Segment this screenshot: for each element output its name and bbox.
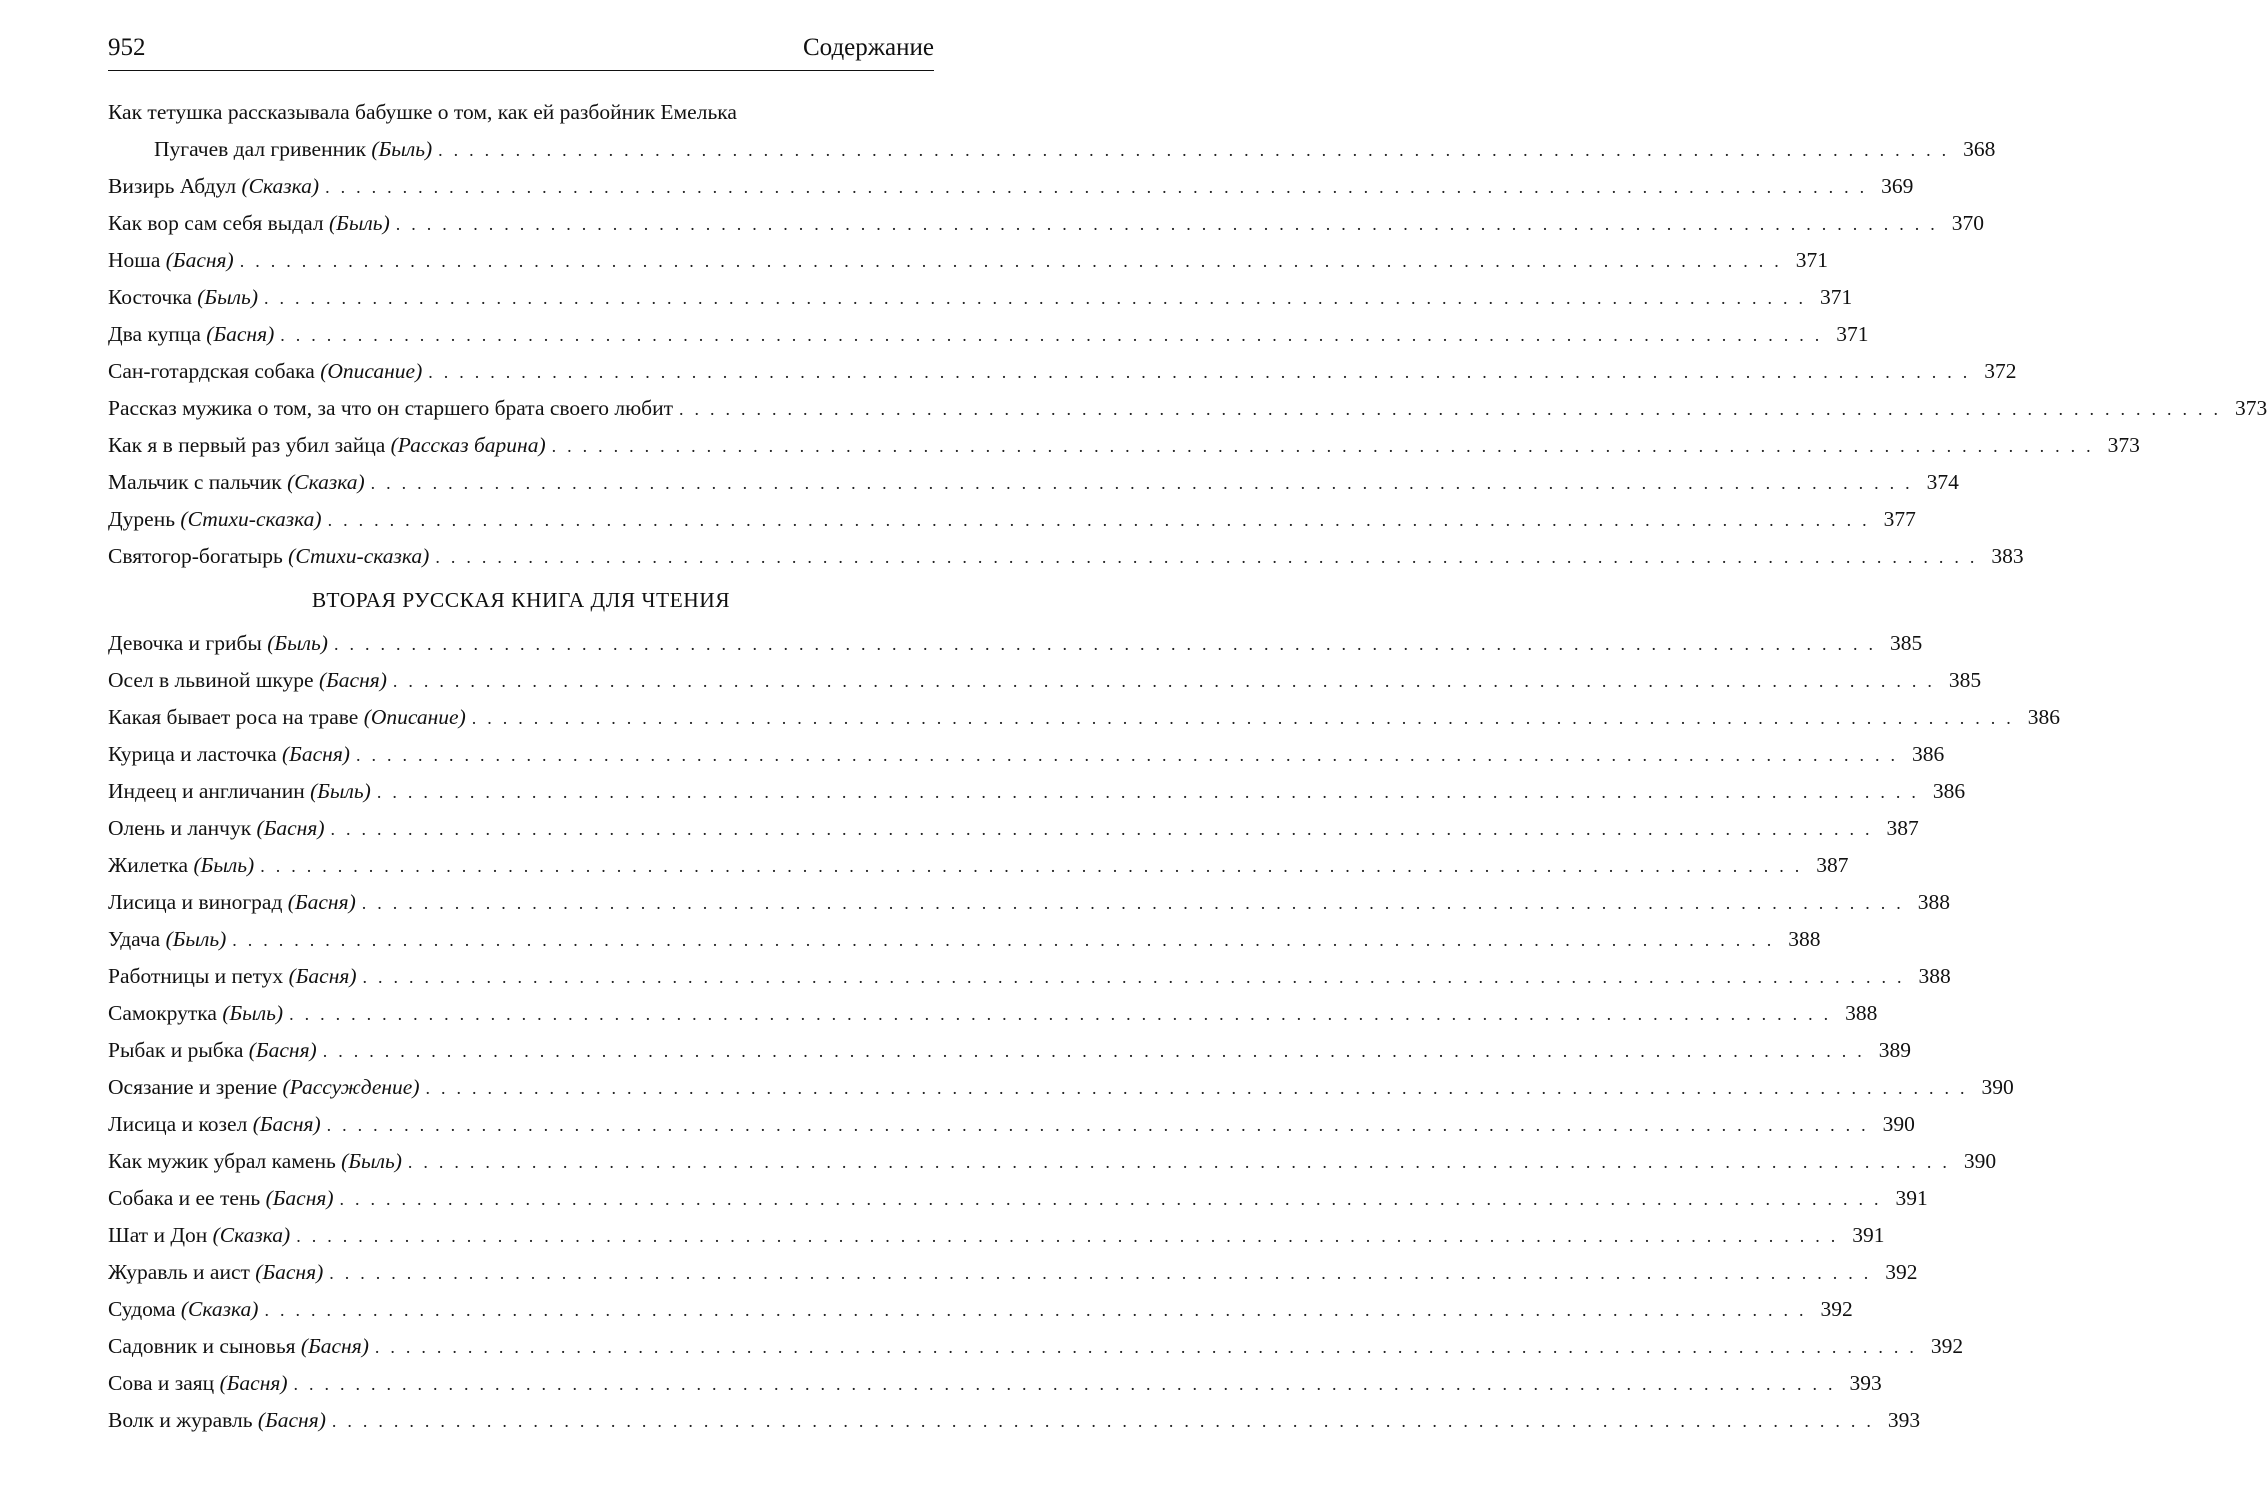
toc-entry-title: Какая бывает роса на траве	[108, 705, 359, 729]
toc-entry-page: 388	[1917, 890, 1950, 914]
toc-entry-genre: (Басня)	[288, 964, 357, 988]
dot-leader: ....................................................................................................	[232, 930, 1783, 950]
toc-entry	[108, 1402, 1921, 1439]
toc-entry	[108, 625, 1923, 662]
toc-entry-genre: (Басня)	[206, 322, 275, 346]
toc-entry-page: 386	[1932, 779, 1966, 803]
toc-entry-title: Как вор сам себя выдал	[108, 211, 324, 235]
toc-entry-title: Сан-готардская собака	[108, 359, 315, 383]
toc-entry-title: Собака и ее тень	[108, 1186, 261, 1210]
toc-entry-page: 389	[1878, 1038, 1911, 1062]
toc-entry	[108, 1291, 1853, 1328]
toc-entry-page: 388	[1918, 964, 1951, 988]
toc-entry	[108, 279, 1853, 316]
toc-entry-title: Два купца	[108, 322, 201, 346]
toc-entry-genre: (Быль)	[222, 1001, 284, 1025]
dot-leader: ....................................................................................................	[355, 745, 1906, 765]
toc-entry-page: 371	[1820, 285, 1853, 309]
dot-leader: ....................................................................................................	[425, 1078, 1976, 1098]
toc-entry-title: Самокрутка	[108, 1001, 217, 1025]
toc-entry-page: 393	[1849, 1371, 1882, 1395]
table-of-contents	[108, 94, 2267, 1439]
dot-leader: ....................................................................................................	[428, 362, 1979, 382]
toc-entry-title: Удача	[108, 927, 161, 951]
toc-entry-page: 390	[1963, 1149, 1997, 1173]
dot-leader: ....................................................................................................	[326, 1115, 1877, 1135]
toc-entry-genre: (Басня)	[287, 890, 356, 914]
toc-entry-page: 386	[2027, 705, 2061, 729]
dot-leader: ....................................................................................................	[327, 510, 1878, 530]
toc-entry	[108, 1365, 1882, 1402]
page-number: 952	[108, 34, 146, 61]
toc-entry-page: 385	[1889, 631, 1923, 655]
toc-entry-title: Журавль и аист	[108, 1260, 250, 1284]
toc-entry	[108, 773, 1966, 810]
toc-entry-title: Девочка и грибы	[108, 631, 262, 655]
dot-leader: ....................................................................................................	[407, 1152, 1958, 1172]
toc-entry-page: 388	[1845, 1001, 1878, 1025]
toc-entry-title: Как я в первый раз убил зайца	[108, 433, 386, 457]
toc-entry-page: 370	[1951, 211, 1984, 235]
toc-entry-page: 391	[1852, 1223, 1885, 1247]
toc-entry-title: Как мужик убрал камень	[108, 1149, 336, 1173]
toc-entry-genre: (Быль)	[165, 927, 227, 951]
toc-entry-title: Жилетка	[108, 853, 189, 877]
toc-entry-title: Осязание и зрение	[108, 1075, 278, 1099]
toc-entry-page: 387	[1816, 853, 1849, 877]
toc-entry-page: 377	[1883, 507, 1916, 531]
dot-leader: ....................................................................................................	[376, 782, 1927, 802]
toc-entry	[108, 1254, 1918, 1291]
toc-entry-title: Олень и ланчук	[108, 816, 252, 840]
toc-entry-genre: (Басня)	[282, 742, 350, 766]
dot-leader: ....................................................................................................	[264, 288, 1814, 308]
dot-leader: ....................................................................................................	[679, 399, 2230, 419]
toc-entry-page: 371	[1795, 248, 1828, 272]
toc-entry	[108, 390, 2267, 427]
toc-entry-page: 392	[1820, 1297, 1853, 1321]
toc-entry-title: Святогор-богатырь	[108, 544, 283, 568]
toc-entry-genre: (Быль)	[371, 137, 433, 161]
toc-entry-title: Курица и ласточка	[108, 742, 277, 766]
toc-entry-page: 385	[1948, 668, 1982, 692]
toc-entry-genre: (Басня)	[248, 1038, 317, 1062]
toc-entry	[108, 501, 1916, 538]
toc-entry-page: 390	[1882, 1112, 1915, 1136]
toc-entry-title: Индеец и англичанин	[108, 779, 305, 803]
toc-entry	[108, 538, 2024, 575]
toc-entry-page: 374	[1926, 470, 1959, 494]
toc-entry	[108, 921, 1821, 958]
toc-entry-genre: (Сказка)	[212, 1223, 291, 1247]
toc-entry-title-line1: Как тетушка рассказывала бабушке о том, как ей разбойник Емелька	[108, 100, 737, 124]
toc-entry-page: 371	[1836, 322, 1869, 346]
toc-entry-title: Шат и Дон	[108, 1223, 208, 1247]
toc-entry	[108, 699, 2061, 736]
toc-entry-page: 386	[1911, 742, 1945, 766]
toc-entry-title: Ноша	[108, 248, 161, 272]
toc-entry	[108, 1143, 1997, 1180]
toc-entry-genre: (Басня)	[257, 1408, 326, 1432]
toc-entry	[108, 1217, 1885, 1254]
dot-leader: ....................................................................................................	[331, 1411, 1882, 1431]
dot-leader: ....................................................................................................	[280, 325, 1831, 345]
toc-entry-genre: (Быль)	[193, 853, 255, 877]
toc-entry	[108, 995, 1878, 1032]
toc-entry-page: 372	[1984, 359, 2017, 383]
toc-entry-genre: (Быль)	[329, 211, 390, 235]
toc-entry-title: Рассказ мужика о том, за что он старшего брата своего любит	[108, 396, 674, 420]
toc-entry-genre: (Сказка)	[287, 470, 365, 494]
dot-leader: ....................................................................................................	[339, 1189, 1890, 1209]
toc-entry-genre: (Басня)	[255, 1260, 324, 1284]
toc-entry	[108, 847, 1849, 884]
dot-leader: ....................................................................................................	[260, 856, 1811, 876]
toc-entry-title: Мальчик с пальчик	[108, 470, 282, 494]
dot-leader: ....................................................................................................	[330, 819, 1881, 839]
toc-entry-genre: (Басня)	[252, 1112, 321, 1136]
section-heading: ВТОРАЯ РУССКАЯ КНИГА ДЛЯ ЧТЕНИЯ	[311, 588, 731, 612]
toc-entry-title: Дурень	[108, 507, 176, 531]
toc-entry-genre: (Описание)	[363, 705, 466, 729]
toc-entry-genre: (Басня)	[165, 248, 234, 272]
toc-part2-list	[108, 625, 2061, 1439]
dot-leader: ....................................................................................................	[471, 708, 2022, 728]
toc-entry-page: 392	[1885, 1260, 1918, 1284]
toc-entry-page: 393	[1887, 1408, 1921, 1432]
toc-entry-title: Лисица и козел	[108, 1112, 248, 1136]
running-header	[108, 28, 934, 71]
dot-leader: ....................................................................................................	[296, 1226, 1847, 1246]
toc-entry-page: 369	[1881, 174, 1914, 198]
dot-leader: ....................................................................................................	[370, 473, 1921, 493]
toc-entry-genre: (Описание)	[320, 359, 423, 383]
toc-entry	[108, 464, 1959, 501]
dot-leader: ....................................................................................................	[329, 1263, 1880, 1283]
toc-entry-title: Волк и журавль	[108, 1408, 253, 1432]
toc-entry-title: Рыбак и рыбка	[108, 1038, 244, 1062]
toc-entry-page: 388	[1788, 927, 1821, 951]
toc-entry-page: 390	[1981, 1075, 2014, 1099]
toc-entry	[108, 316, 1869, 353]
toc-entry-genre: (Стихи-сказка)	[288, 544, 430, 568]
running-title: Содержание	[803, 34, 934, 61]
toc-entry	[108, 242, 1828, 279]
toc-entry-title: Лисица и виноград	[108, 890, 283, 914]
dot-leader: ....................................................................................................	[325, 177, 1876, 197]
dot-leader: ....................................................................................................	[361, 893, 1912, 913]
toc-entry-page: 387	[1886, 816, 1919, 840]
toc-entry	[108, 810, 1919, 847]
toc-entry-genre: (Быль)	[341, 1149, 402, 1173]
toc-entry	[108, 1069, 2014, 1106]
toc-entry-title: Осел в львиной шкуре	[108, 668, 314, 692]
toc-entry-page: 373	[2235, 396, 2267, 420]
dot-leader: ....................................................................................................	[289, 1004, 1840, 1024]
toc-entry-genre: (Басня)	[256, 816, 325, 840]
toc-entry-page: 391	[1895, 1186, 1928, 1210]
toc-entry-title: Судома	[108, 1297, 176, 1321]
toc-entry-page: 392	[1930, 1334, 1964, 1358]
toc-entry-genre: (Сказка)	[241, 174, 320, 198]
toc-entry	[108, 94, 1996, 168]
toc-entry-genre: (Сказка)	[180, 1297, 259, 1321]
toc-entry-title: Визирь Абдул	[108, 174, 237, 198]
dot-leader: ....................................................................................................	[392, 671, 1943, 691]
toc-entry	[108, 353, 2017, 390]
toc-entry	[108, 662, 1982, 699]
toc-entry-page: 373	[2107, 433, 2140, 457]
toc-entry-genre: (Басня)	[318, 668, 387, 692]
dot-leader: ....................................................................................................	[362, 967, 1913, 987]
toc-entry-genre: (Рассказ барина)	[390, 433, 546, 457]
toc-entry	[108, 205, 1984, 242]
dot-leader: ....................................................................................................	[239, 251, 1790, 271]
toc-entry	[108, 958, 1951, 995]
toc-entry-genre: (Басня)	[300, 1334, 369, 1358]
dot-leader: ....................................................................................................	[322, 1041, 1873, 1061]
toc-entry	[108, 168, 1914, 205]
toc-entry-title: Работницы и петух	[108, 964, 284, 988]
toc-entry-genre: (Рассуждение)	[282, 1075, 420, 1099]
toc-entry-title-line2: Пугачев дал гривенник	[154, 137, 367, 161]
toc-entry-genre: (Басня)	[265, 1186, 334, 1210]
toc-entry	[108, 1328, 1964, 1365]
dot-leader: ....................................................................................................	[395, 214, 1946, 234]
dot-leader: ....................................................................................................	[264, 1300, 1815, 1320]
toc-entry	[108, 427, 2140, 464]
toc-entry	[108, 884, 1950, 921]
toc-part1-list	[108, 168, 2267, 575]
toc-entry-genre: (Быль)	[267, 631, 328, 655]
toc-entry-title: Сова и заяц	[108, 1371, 215, 1395]
dot-leader: ....................................................................................................	[551, 436, 2102, 456]
dot-leader: ....................................................................................................	[374, 1337, 1925, 1357]
dot-leader: ....................................................................................................	[333, 634, 1884, 654]
toc-entry	[108, 1180, 1928, 1217]
toc-entry-genre: (Басня)	[219, 1371, 288, 1395]
dot-leader: ....................................................................................................	[293, 1374, 1844, 1394]
toc-entry-title: Садовник и сыновья	[108, 1334, 296, 1358]
toc-entry-genre: (Быль)	[310, 779, 371, 803]
toc-entry-genre: (Стихи-сказка)	[180, 507, 322, 531]
toc-entry-title: Косточка	[108, 285, 192, 309]
toc-entry-page: 368	[1963, 137, 1996, 161]
toc-entry	[108, 736, 1945, 773]
toc-entry	[108, 1106, 1915, 1143]
toc-entry-genre: (Быль)	[197, 285, 258, 309]
toc-entry-page: 383	[1991, 544, 2024, 568]
dot-leader: ....................................................................................................	[435, 547, 1986, 567]
toc-entry	[108, 1032, 1911, 1069]
dot-leader: ..................................................................................................	[438, 140, 1958, 160]
